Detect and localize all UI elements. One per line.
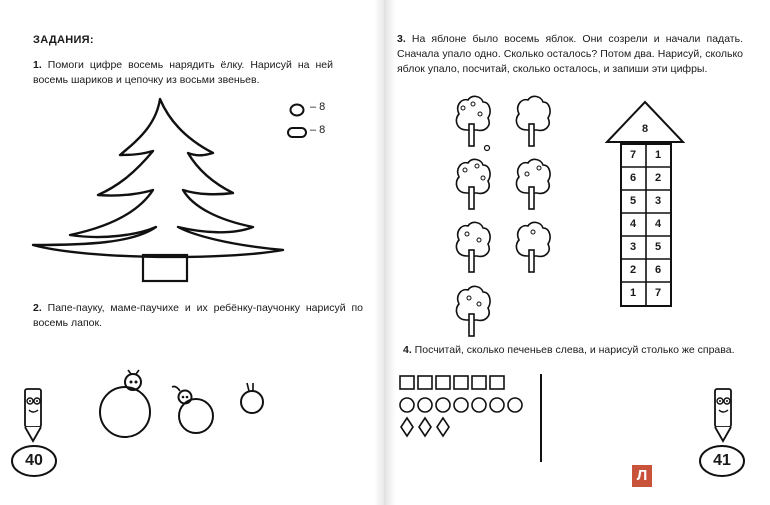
house-cell: 3: [654, 195, 662, 207]
circle-cookie: [400, 398, 414, 412]
task-2-text: [33, 301, 363, 331]
house-cell: 7: [654, 287, 662, 299]
house-cell: 6: [654, 264, 662, 276]
diamond-cookie: [437, 418, 449, 436]
circle-cookie: [454, 398, 468, 412]
house-cell: 1: [629, 287, 637, 299]
spider-baby-drawing[interactable]: [236, 380, 270, 420]
apple-tree-icon: [456, 96, 490, 146]
chain-link-icon: [286, 126, 308, 140]
circle-cookie: [418, 398, 432, 412]
house-cell: 5: [629, 195, 637, 207]
square-cookie: [400, 376, 414, 389]
publisher-logo: Л: [632, 465, 652, 487]
square-cookie: [490, 376, 504, 389]
pencil-mascot-icon: [710, 385, 736, 443]
house-cell: 6: [629, 172, 637, 184]
page-number-right: 41: [713, 452, 731, 469]
task-1-number: 1.: [33, 59, 42, 71]
house-cell: 2: [654, 172, 662, 184]
circle-cookie: [472, 398, 486, 412]
christmas-tree-drawing[interactable]: [28, 95, 288, 285]
apple-tree-icon: [456, 222, 490, 272]
ball-icon: [288, 103, 308, 117]
diamond-cookie: [419, 418, 431, 436]
house-cell: 7: [629, 149, 637, 161]
page-number-left: 40: [25, 452, 43, 469]
task-4-number: 4.: [403, 344, 412, 356]
house-roof-number: 8: [641, 123, 649, 135]
right-page: [385, 0, 770, 505]
apple-tree-icon: [516, 96, 550, 146]
divider-line: [538, 374, 544, 464]
house-cell: 4: [654, 218, 662, 230]
apple-trees-drawing: [453, 92, 573, 342]
spider-dad-drawing[interactable]: [98, 370, 168, 450]
diamond-cookie: [401, 418, 413, 436]
apple-tree-icon: [456, 286, 490, 336]
house-cell: 4: [629, 218, 637, 230]
tasks-heading: ЗАДАНИЯ:: [33, 34, 94, 46]
square-cookie: [454, 376, 468, 389]
task-3-number: 3.: [397, 33, 406, 45]
cookies-drawing: [399, 375, 559, 455]
task-3-text: [397, 32, 743, 77]
house-cell: 3: [629, 241, 637, 253]
house-cell: 5: [654, 241, 662, 253]
task-3-body: На яблоне было восемь яблок. Они созрели и начали падать. Сначала упало одно. Сколько осталось? Потом два. Нарисуй, сколько яблок упало, посчитай, сколько осталось, и запиши эти цифры.: [397, 33, 743, 75]
house-cell: 1: [654, 149, 662, 161]
task-4-text: [403, 343, 743, 358]
circle-cookie: [490, 398, 504, 412]
apple-tree-icon: [456, 159, 490, 209]
circle-cookie: [508, 398, 522, 412]
square-cookie: [436, 376, 450, 389]
apple-tree-icon: [516, 222, 550, 272]
task-2-body: Папе-пауку, маме-паучихе и их ребёнку-паучонку нарисуй по восемь лапок.: [33, 302, 363, 329]
legend-chain-count: – 8: [310, 124, 326, 136]
square-cookie: [472, 376, 486, 389]
apple-tree-icon: [516, 159, 550, 209]
task-1-text: [33, 58, 333, 88]
square-cookie: [418, 376, 432, 389]
task-4-body: Посчитай, сколько печеньев слева, и нарисуй столько же справа.: [411, 344, 735, 356]
spider-mom-drawing[interactable]: [172, 383, 222, 443]
circle-cookie: [436, 398, 450, 412]
legend-balls-count: – 8: [310, 101, 326, 113]
pencil-mascot-icon: [20, 385, 46, 443]
task-2-number: 2.: [33, 302, 42, 314]
house-cell: 2: [629, 264, 637, 276]
task-1-body: Помоги цифре восемь нарядить ёлку. Нарисуй на ней восемь шариков и цепочку из восьми звеньев.: [33, 59, 333, 86]
